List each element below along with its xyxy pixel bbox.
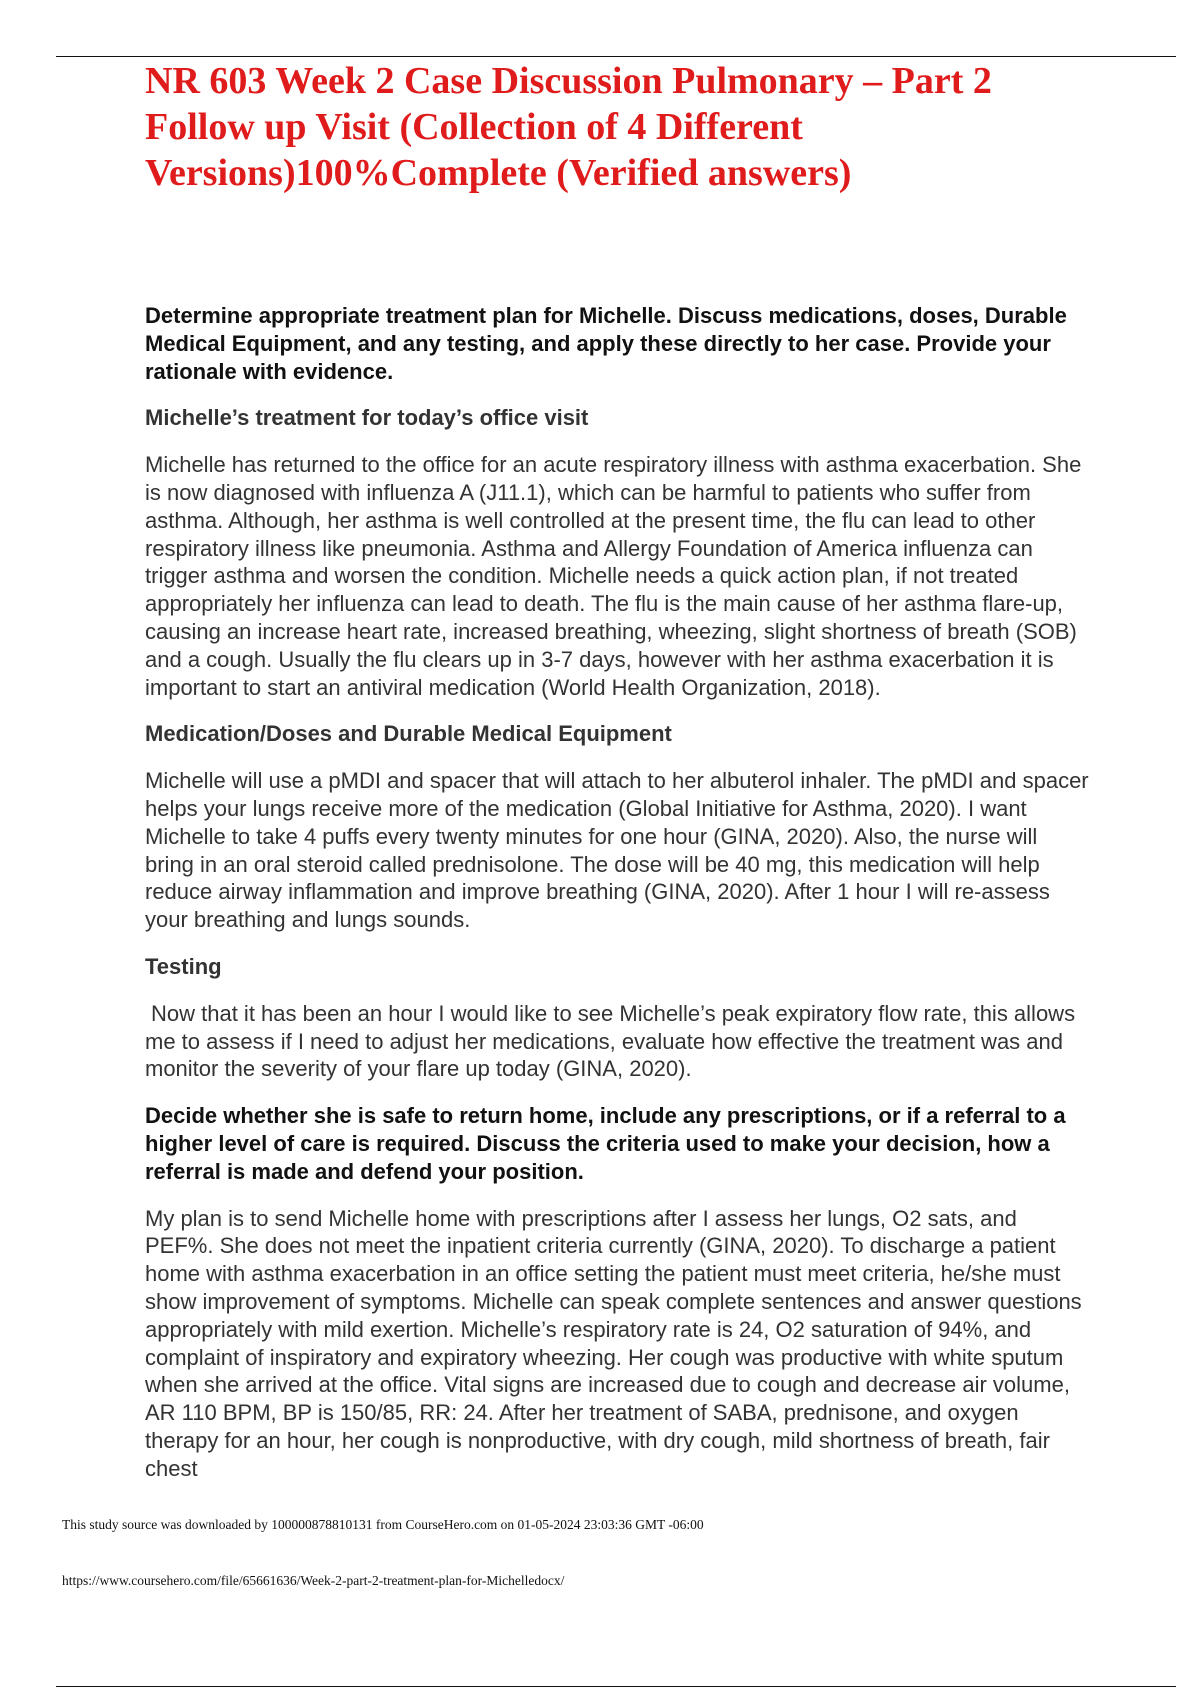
paragraph-discharge-plan: My plan is to send Michelle home with prescriptions after I assess her lungs, O2 sats, and PEF%. She does not meet the inpatient criteria currently (GINA, 2020). To discharge a patient home with asthma exacerbation in an office setting the patient must meet criteria, he/she must show improvement of symptoms. Michelle can speak complete sentences and answer questions appropriately with mild exertion. Michelle’s respiratory rate is 24, O2 saturation of 94%, and complaint of inspiratory and expiratory wheezing. Her cough was productive with white sputum when she arrived at the office. Vital signs are increased due to cough and decrease air volume, AR 110 BPM, BP is 150/85, RR: 24. After her treatment of SABA, prednisone, and oxygen therapy for an hour, her cough is nonproductive, with dry cough, mild shortness of breath, fair chest	[145, 1205, 1082, 1481]
prompt-treatment-plan: Determine appropriate treatment plan for Michelle. Discuss medications, doses, Durable Medical Equipment, and any testing, and apply these directly to her case. Provide your rationale with evidence.	[145, 303, 1067, 384]
bottom-rule	[56, 1686, 1176, 1687]
heading-medication: Medication/Doses and Durable Medical Equipment	[145, 721, 672, 747]
paragraph-testing: Now that it has been an hour I would like to see Michelle’s peak expiratory flow rate, this allows me to assess if I need to adjust her medications, evaluate how effective the treatment was and monitor the severity of your flare up today (GINA, 2020).	[145, 1000, 1076, 1082]
download-source-note: This study source was downloaded by 100000878810131 from CourseHero.com on 01-05-2024 23:03:36 GMT -06:00	[62, 1517, 704, 1532]
heading-testing: Testing	[145, 953, 222, 979]
heading-office-visit: Michelle’s treatment for today’s office visit	[145, 405, 589, 431]
document-title: NR 603 Week 2 Case Discussion Pulmonary – Part 2 Follow up Visit (Collection of 4 Different Versions)100%Complete (Verified answers)	[145, 60, 992, 194]
source-url-link[interactable]: https://www.coursehero.com/file/65661636/Week-2-part-2-treatment-plan-for-Michelledocx/	[62, 1573, 565, 1588]
paragraph-medication: Michelle will use a pMDI and spacer that will attach to her albuterol inhaler. The pMDI and spacer helps your lungs receive more of the medication (Global Initiative for Asthma, 2020). I want Michelle to take 4 puffs every twenty minutes for one hour (GINA, 2020). Also, the nurse will bring in an oral steroid called prednisolone. The dose will be 40 mg, this medication will help reduce airway inflammation and improve breathing (GINA, 2020). After 1 hour I will re-assess your breathing and lungs sounds.	[145, 768, 1089, 933]
paragraph-office-visit: Michelle has returned to the office for an acute respiratory illness with asthma exacerbation. She is now diagnosed with influenza A (J11.1), which can be harmful to patients who suffer from asthma. Although, her asthma is well controlled at the present time, the flu can lead to other respiratory illness like pneumonia. Asthma and Allergy Foundation of America influenza can trigger asthma and worsen the condition. Michelle needs a quick action plan, if not treated appropriately her influenza can lead to death. The flu is the main cause of her asthma flare-up, causing an increase heart rate, increased breathing, wheezing, slight shortness of breath (SOB) and a cough. Usually the flu clears up in 3-7 days, however with her asthma exacerbation it is important to start an antiviral medication (World Health Organization, 2018).	[145, 452, 1082, 700]
top-rule	[56, 56, 1176, 57]
document-body	[145, 302, 1090, 1501]
prompt-return-home: Decide whether she is safe to return home, include any prescriptions, or if a referral to a higher level of care is required. Discuss the criteria used to make your decision, how a referral is made and defend your position.	[145, 1103, 1066, 1184]
